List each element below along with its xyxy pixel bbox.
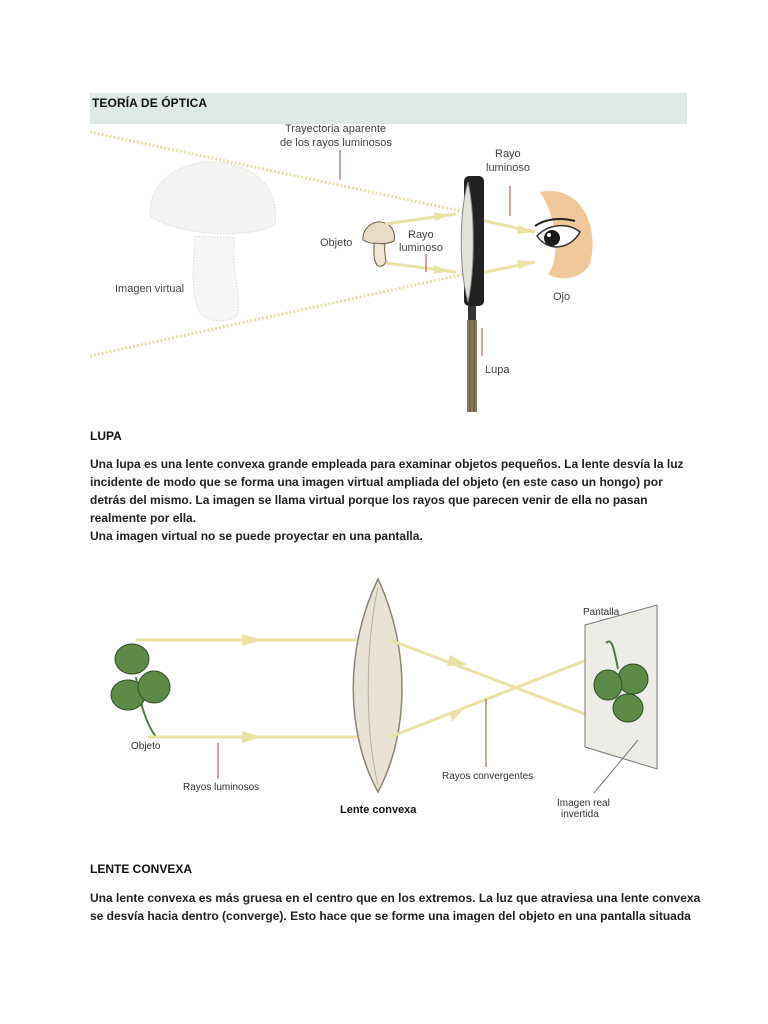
label-real-image-1: Imagen real bbox=[557, 798, 610, 809]
title-bar bbox=[90, 93, 687, 124]
heading-lente-convexa: LENTE CONVEXA bbox=[90, 862, 193, 876]
paragraph-line: Una imagen virtual no se puede proyectar en una pantalla. bbox=[90, 529, 423, 543]
paragraph-line: incidente de modo que se forma una imagen virtual ampliada del objeto (en este caso un hongo) por bbox=[90, 475, 663, 489]
heading-lupa: LUPA bbox=[90, 429, 122, 443]
paragraph-lente-convexa bbox=[90, 889, 701, 925]
apparent-ray-top bbox=[90, 132, 465, 212]
label-light-rays: Rayos luminosos bbox=[183, 782, 260, 793]
label-real-image-2: invertida bbox=[561, 809, 599, 820]
label-object: Objeto bbox=[320, 237, 353, 249]
magnifier-diagram bbox=[90, 124, 687, 412]
convex-lens bbox=[353, 579, 402, 792]
virtual-mushroom-image bbox=[150, 162, 276, 321]
label-magnifier: Lupa bbox=[485, 364, 510, 376]
label-virtual-image: Imagen virtual bbox=[115, 283, 185, 295]
magnifier-lens bbox=[461, 176, 484, 412]
paragraph-line: realmente por ella. bbox=[90, 511, 197, 525]
paragraph-lupa bbox=[90, 455, 690, 545]
label-convex-lens: Lente convexa bbox=[340, 804, 417, 816]
clover-object bbox=[111, 644, 170, 737]
paragraph-line: se desvía hacia dentro (converge). Esto hace que se forme una imagen del objeto en una pantalla situada bbox=[90, 909, 691, 923]
paragraph-line: Una lupa es una lente convexa grande empleada para examinar objetos pequeños. La lente desvía la luz bbox=[90, 457, 684, 471]
eye-icon bbox=[535, 191, 593, 278]
convex-lens-diagram bbox=[90, 557, 687, 842]
mushroom-object bbox=[363, 222, 394, 266]
label-object-2: Objeto bbox=[131, 741, 161, 752]
paragraph-line: Una lente convexa es más gruesa en el centro que en los extremos. La luz que atraviesa una lente convexa bbox=[90, 891, 701, 905]
label-ray-mid-2: luminoso bbox=[399, 242, 444, 254]
label-eye: Ojo bbox=[553, 291, 571, 303]
label-ray-mid-1: Rayo bbox=[408, 229, 434, 241]
label-screen: Pantalla bbox=[583, 607, 620, 618]
label-ray-top-1: Rayo bbox=[495, 148, 521, 160]
label-ray-top-2: luminoso bbox=[486, 162, 531, 174]
label-trajectory-2: de los rayos luminosos bbox=[280, 137, 392, 149]
label-trajectory-1: Trayectoria aparente bbox=[285, 124, 387, 135]
label-converging-rays: Rayos convergentes bbox=[442, 771, 534, 782]
paragraph-line: detrás del mismo. La imagen se llama virtual porque los rayos que parecen venir de ella no pasan bbox=[90, 493, 648, 507]
page-title: TEORÍA DE ÓPTICA bbox=[92, 96, 208, 110]
